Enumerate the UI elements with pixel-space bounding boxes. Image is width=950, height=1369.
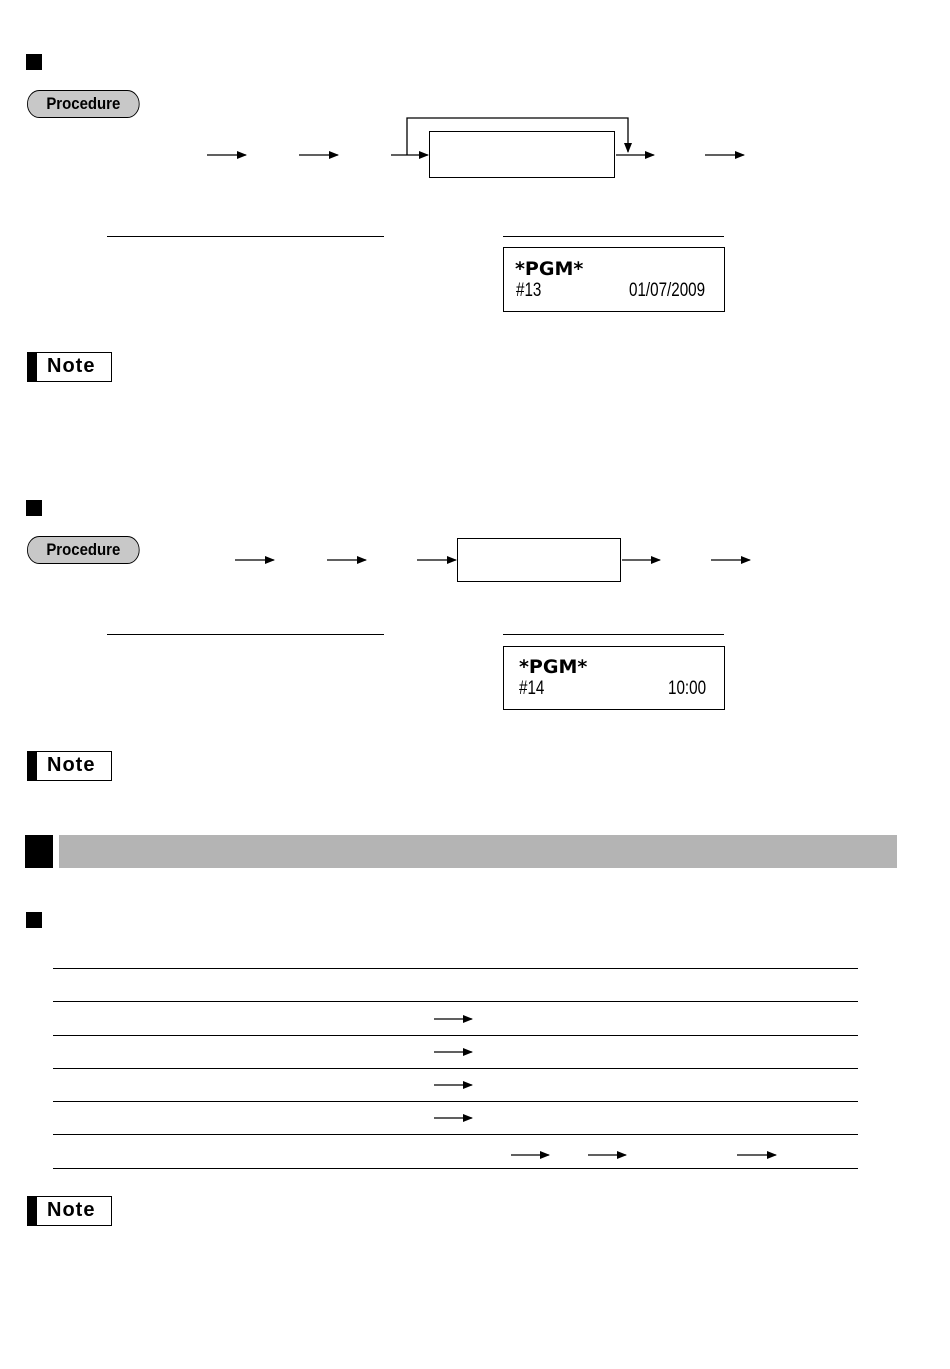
- receipt-time: 10:00: [668, 678, 707, 699]
- note-badge: Note: [27, 1196, 112, 1226]
- receipt-pgm: *PGM*: [515, 258, 584, 280]
- procedure-badge: Procedure: [27, 90, 140, 118]
- receipt-date: 01/07/2009: [629, 280, 706, 301]
- receipt-pgm: *PGM*: [519, 656, 588, 678]
- note-badge: Note: [27, 751, 112, 781]
- receipt-number: #14: [519, 678, 545, 699]
- receipt-number: #13: [516, 280, 542, 301]
- loop-arrow-icon: [407, 118, 628, 155]
- procedure-badge: Procedure: [27, 536, 140, 564]
- note-badge: Note: [27, 352, 112, 382]
